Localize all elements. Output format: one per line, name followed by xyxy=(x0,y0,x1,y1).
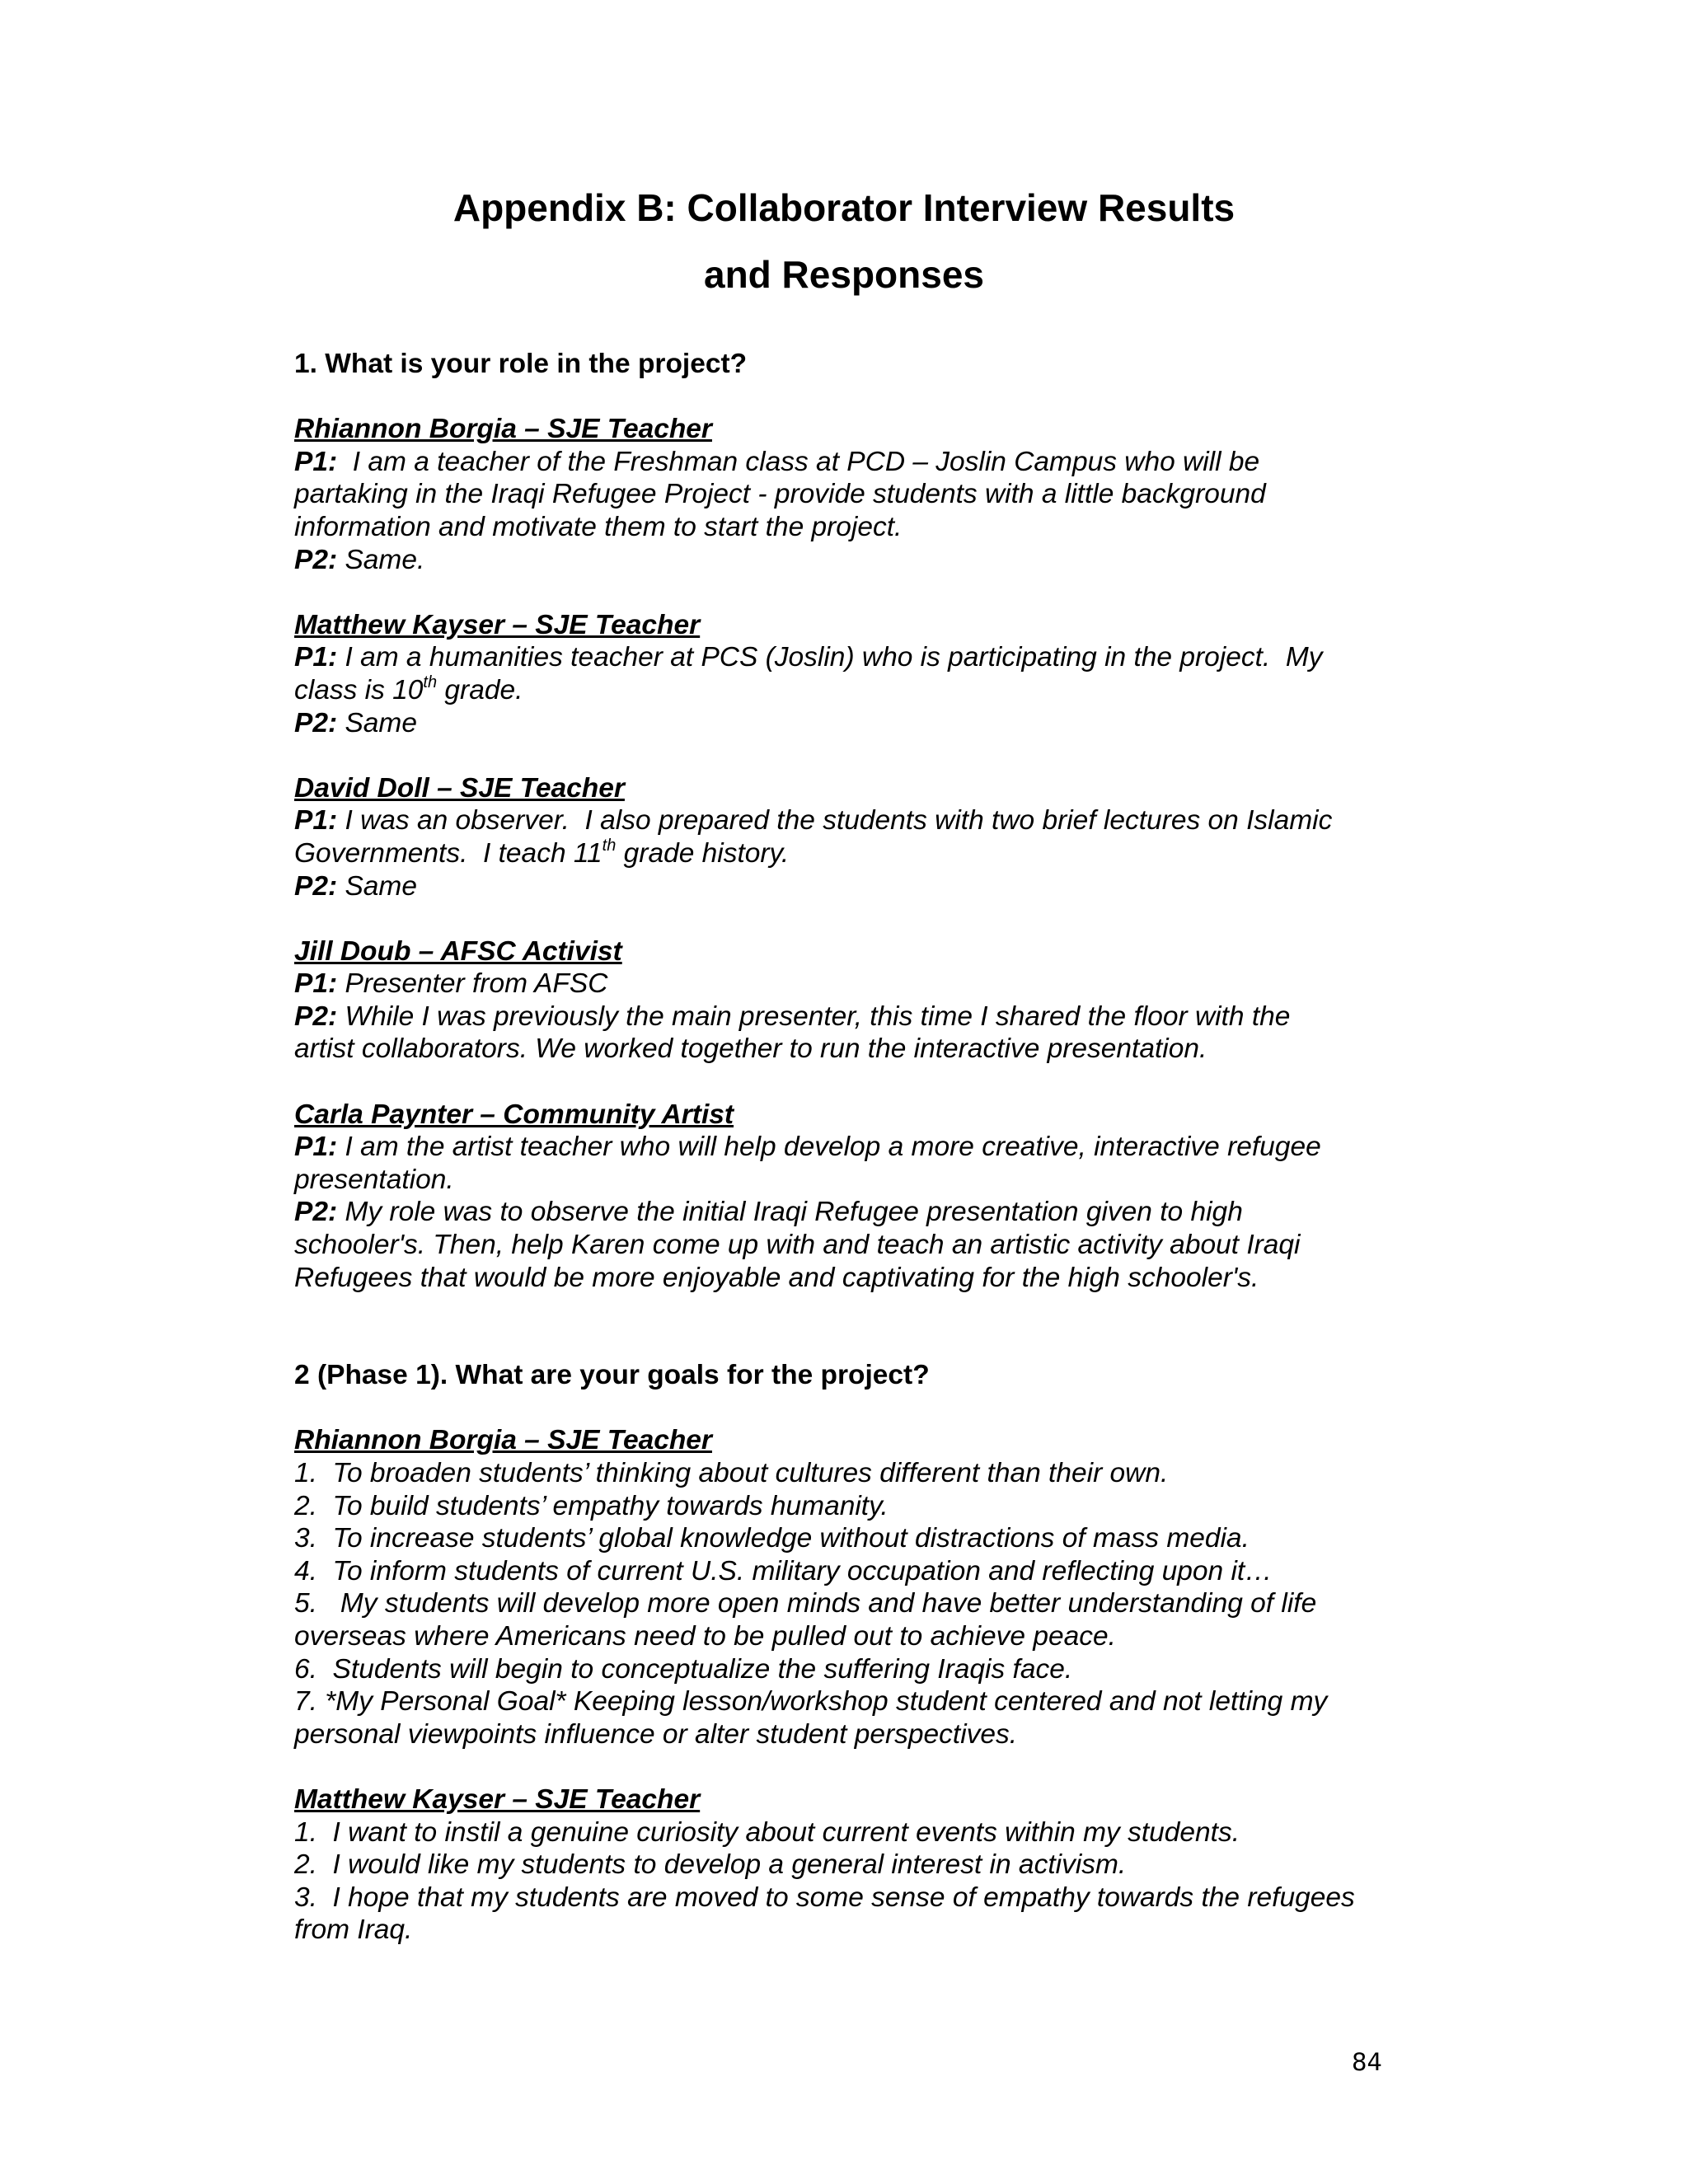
response-line: Refugees that would be more enjoyable and captivating for the high schooler's. xyxy=(294,1262,1259,1293)
phase-label: P1: xyxy=(294,1132,338,1163)
respondent-name: Rhiannon Borgia – SJE Teacher xyxy=(294,1425,712,1456)
respondent-name: Jill Doub – AFSC Activist xyxy=(294,935,622,967)
response-text: I am a humanities teacher at PCS (Joslin) who is participating in the project. My xyxy=(337,642,1323,673)
response-text: Same. xyxy=(337,544,425,575)
response-line xyxy=(294,674,1415,707)
goal-line: 3. To increase students’ global knowledge without distractions of mass media. xyxy=(294,1523,1250,1554)
response-david-doll xyxy=(294,772,1415,902)
response-text: Same xyxy=(337,870,417,902)
goal-line: personal viewpoints influence or alter student perspectives. xyxy=(294,1718,1018,1750)
respondent-name: Matthew Kayser – SJE Teacher xyxy=(294,1783,701,1815)
response-text: I am the artist teacher who will help develop a more creative, interactive refugee xyxy=(337,1132,1321,1163)
response-line xyxy=(294,544,1415,577)
page-title: Appendix B: Collaborator Interview Results xyxy=(452,186,1236,229)
section-spacer xyxy=(294,1294,1415,1359)
goal-line: 5. My students will develop more open minds and have better understanding of life xyxy=(294,1588,1317,1619)
goal-line: 1. I want to instil a genuine curiosity about current events within my students. xyxy=(294,1816,1240,1848)
response-line: schooler's. Then, help Karen come up with and teach an artistic activity about Iraqi xyxy=(294,1230,1301,1261)
goal-line: 6. Students will begin to conceptualize the suffering Iraqis face. xyxy=(294,1653,1073,1685)
response-line: artist collaborators. We worked together to run the interactive presentation. xyxy=(294,1033,1207,1065)
response-text: class is 10 xyxy=(294,674,424,705)
question-2: 2 (Phase 1). What are your goals for the project? xyxy=(294,1360,930,1391)
phase-label: P1: xyxy=(294,642,338,673)
goals-rhiannon-borgia xyxy=(294,1424,1415,1750)
goal-line: 7. *My Personal Goal* Keeping lesson/workshop student centered and not letting my xyxy=(294,1686,1328,1718)
response-text: Governments. I teach 11 xyxy=(294,837,603,869)
phase-label: P1: xyxy=(294,446,338,477)
respondent-name: David Doll – SJE Teacher xyxy=(294,772,625,804)
response-carla-paynter xyxy=(294,1099,1415,1295)
response-line: information and motivate them to start the project. xyxy=(294,511,903,542)
respondent-name: Carla Paynter – Community Artist xyxy=(294,1099,734,1130)
respondent-name: Rhiannon Borgia – SJE Teacher xyxy=(294,414,712,445)
response-text: Same xyxy=(337,707,417,738)
response-line xyxy=(294,837,1415,870)
response-line xyxy=(294,870,1415,903)
response-text: My role was to observe the initial Iraqi Refugee presentation given to high xyxy=(337,1197,1243,1228)
goal-line: 1. To broaden students’ thinking about cultures different than their own. xyxy=(294,1458,1169,1488)
page-title-continued: and Responses xyxy=(704,253,984,296)
goal-line: 4. To inform students of current U.S. military occupation and reflecting upon it… xyxy=(294,1555,1273,1586)
question-1: 1. What is your role in the project? xyxy=(294,349,748,379)
ordinal-suffix: th xyxy=(423,673,438,691)
response-line xyxy=(294,446,1415,479)
goals-matthew-kayser xyxy=(294,1783,1415,1947)
goal-line: overseas where Americans need to be pulled out to achieve peace. xyxy=(294,1620,1116,1652)
response-text: While I was previously the main presenter, this time I shared the floor with the xyxy=(337,1001,1291,1032)
document-body xyxy=(294,348,1415,1947)
response-line xyxy=(294,1131,1415,1164)
response-line xyxy=(294,707,1415,740)
goal-line: 2. I would like my students to develop a general interest in activism. xyxy=(294,1849,1127,1881)
phase-label: P2: xyxy=(294,707,338,738)
response-line xyxy=(294,968,1415,1001)
respondent-name: Matthew Kayser – SJE Teacher xyxy=(294,609,701,640)
response-line xyxy=(294,1196,1415,1229)
response-line: partaking in the Iraqi Refugee Project - provide students with a little background xyxy=(294,479,1266,510)
goal-line: 2. To build students’ empathy towards humanity. xyxy=(294,1490,889,1521)
goal-line: from Iraq. xyxy=(294,1915,413,1946)
response-line xyxy=(294,1001,1415,1033)
phase-label: P1: xyxy=(294,968,338,1000)
response-jill-doub xyxy=(294,935,1415,1066)
response-text: I was an observer. I also prepared the students with two brief lectures on Islamic xyxy=(337,805,1333,837)
response-line xyxy=(294,804,1415,837)
response-matthew-kayser xyxy=(294,609,1415,739)
goal-line: 3. I hope that my students are moved to some sense of empathy towards the refugees xyxy=(294,1882,1355,1913)
response-text: grade history. xyxy=(616,837,790,869)
response-text: grade. xyxy=(437,674,523,705)
response-text: Presenter from AFSC xyxy=(337,968,608,1000)
phase-label: P1: xyxy=(294,805,338,837)
response-rhiannon-borgia xyxy=(294,413,1415,576)
response-line xyxy=(294,641,1415,674)
phase-label: P2: xyxy=(294,1197,338,1228)
phase-label: P2: xyxy=(294,1001,338,1032)
phase-label: P2: xyxy=(294,870,338,902)
phase-label: P2: xyxy=(294,544,338,575)
page-number: 84 xyxy=(1352,2048,1382,2076)
response-line: presentation. xyxy=(294,1164,454,1195)
ordinal-suffix: th xyxy=(602,836,617,855)
response-text: I am a teacher of the Freshman class at PCD – Joslin Campus who will be xyxy=(337,446,1260,477)
